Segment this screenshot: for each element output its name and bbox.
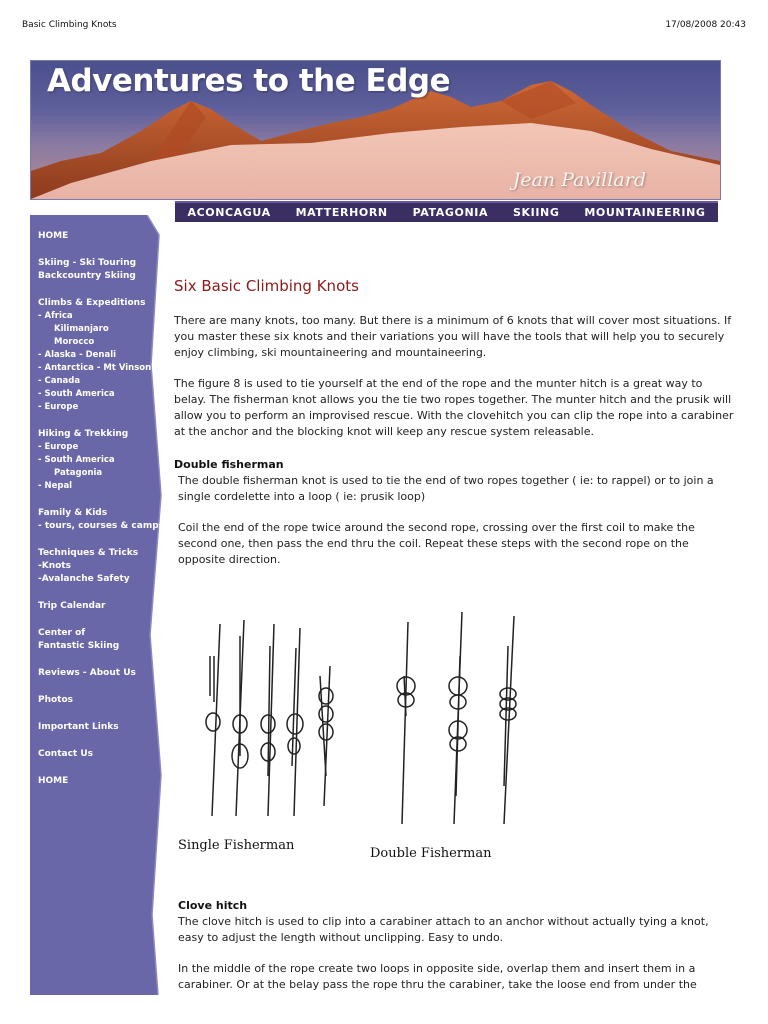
knots-overview-paragraph: The figure 8 is used to tie yourself at the end of the rope and the munter hitch is a great way to belay. The fisherman knot allows you the tie two ropes together. The munter hitch and the prusik will allow you to perform an improvised rescue. With the clovehitch you can clip the rope into a carabiner at the anchor and the blocking knot will keep any rescue system releasable. (174, 377, 734, 438)
sidebar-item-antarctica[interactable]: - Antarctica - Mt Vinson (38, 363, 152, 373)
single-fisherman-caption: Single Fisherman (178, 838, 295, 853)
nav-matterhorn[interactable]: MATTERHORN (295, 206, 388, 219)
nav-patagonia[interactable]: PATAGONIA (412, 206, 489, 219)
print-title: Basic Climbing Knots (22, 20, 117, 30)
sidebar-item-links[interactable]: Important Links (38, 722, 119, 732)
top-nav (175, 201, 718, 222)
site-title: Adventures to the Edge (47, 63, 451, 99)
site-author: Jean Pavillard (512, 169, 646, 191)
nav-skiing[interactable]: SKIING (513, 206, 560, 219)
sidebar-item-home[interactable]: HOME (38, 231, 69, 241)
sidebar-item-home-bottom[interactable]: HOME (38, 776, 69, 786)
sidebar-item-tours[interactable]: - tours, courses & camps (38, 521, 164, 531)
sidebar-item-fantastic-skiing[interactable]: Fantastic Skiing (38, 641, 120, 651)
knot-drawings (174, 606, 594, 836)
sidebar-item-photos[interactable]: Photos (38, 695, 74, 705)
clove-hitch-section (178, 898, 734, 1008)
sidebar-item-africa[interactable]: - Africa (38, 311, 73, 321)
sidebar-item-skiing[interactable]: Skiing - Ski Touring (38, 258, 137, 268)
sidebar-item-south-america[interactable]: - South America (38, 389, 115, 399)
sidebar-item-reviews[interactable]: Reviews - About Us (38, 668, 136, 678)
sidebar-item-trip-calendar[interactable]: Trip Calendar (38, 601, 106, 611)
double-fisherman-caption: Double Fisherman (370, 846, 492, 861)
nav-aconcagua[interactable]: ACONCAGUA (187, 206, 271, 219)
sidebar-item-avalanche[interactable]: -Avalanche Safety (38, 574, 130, 584)
clove-hitch-instructions: In the middle of the rope create two loops in opposite side, overlap them and insert them in a carabiner. Or at the belay pass the rope thru the carabiner, take the loose end from under the (178, 962, 697, 991)
sidebar-item-contact[interactable]: Contact Us (38, 749, 94, 759)
print-datetime: 17/08/2008 20:43 (665, 20, 746, 30)
sidebar-item-hiking-south-america[interactable]: - South America (38, 455, 115, 465)
sidebar-item-kilimanjaro[interactable]: Kilimanjaro (54, 324, 109, 334)
sidebar-item-canada[interactable]: - Canada (38, 376, 81, 386)
double-fisherman-instructions: Coil the end of the rope twice around the second rope, crossing over the first coil to make the second one, then pass the end thru the coil. Repeat these steps with the second rope on the opposite direction. (178, 521, 695, 566)
clove-hitch-description: The clove hitch is used to clip into a carabiner attach to an anchor without actually tying a knot, easy to adjust the length without unclipping. Easy to undo. (178, 915, 709, 944)
sidebar-item-climbs[interactable]: Climbs & Expeditions (38, 298, 146, 308)
sidebar-item-knots[interactable]: -Knots (38, 561, 71, 571)
site-banner (30, 60, 721, 200)
sidebar-item-hiking[interactable]: Hiking & Trekking (38, 429, 129, 439)
fisherman-knot-figure (174, 606, 594, 866)
print-header (22, 20, 746, 34)
double-fisherman-heading: Double fisherman (174, 458, 284, 471)
page-title: Six Basic Climbing Knots (174, 277, 359, 295)
sidebar-item-patagonia[interactable]: Patagonia (54, 468, 103, 478)
sidebar-item-backcountry[interactable]: Backcountry Skiing (38, 271, 136, 281)
sidebar-menu (38, 230, 163, 802)
main-content (174, 278, 734, 583)
sidebar-item-techniques[interactable]: Techniques & Tricks (38, 548, 139, 558)
sidebar-item-alaska[interactable]: - Alaska - Denali (38, 350, 117, 360)
sidebar-item-hiking-europe[interactable]: - Europe (38, 442, 79, 452)
intro-paragraph: There are many knots, too many. But there is a minimum of 6 knots that will cover most situations. If you master these six knots and their variations you will have the tools that will help you to securely enjoy climbing, ski mountaineering and mountaineering. (174, 314, 732, 359)
sidebar-item-family[interactable]: Family & Kids (38, 508, 108, 518)
clove-hitch-heading: Clove hitch (178, 899, 248, 912)
sidebar-item-center[interactable]: Center of (38, 628, 86, 638)
sidebar-item-nepal[interactable]: - Nepal (38, 481, 73, 491)
sidebar-item-morocco[interactable]: Morocco (54, 337, 95, 347)
sidebar-item-europe[interactable]: - Europe (38, 402, 79, 412)
double-fisherman-description: The double fisherman knot is used to tie the end of two ropes together ( ie: to rappel) or to join a single cordelette into a loop ( ie: prusik loop) (178, 474, 714, 503)
nav-mountaineering[interactable]: MOUNTAINEERING (584, 206, 706, 219)
